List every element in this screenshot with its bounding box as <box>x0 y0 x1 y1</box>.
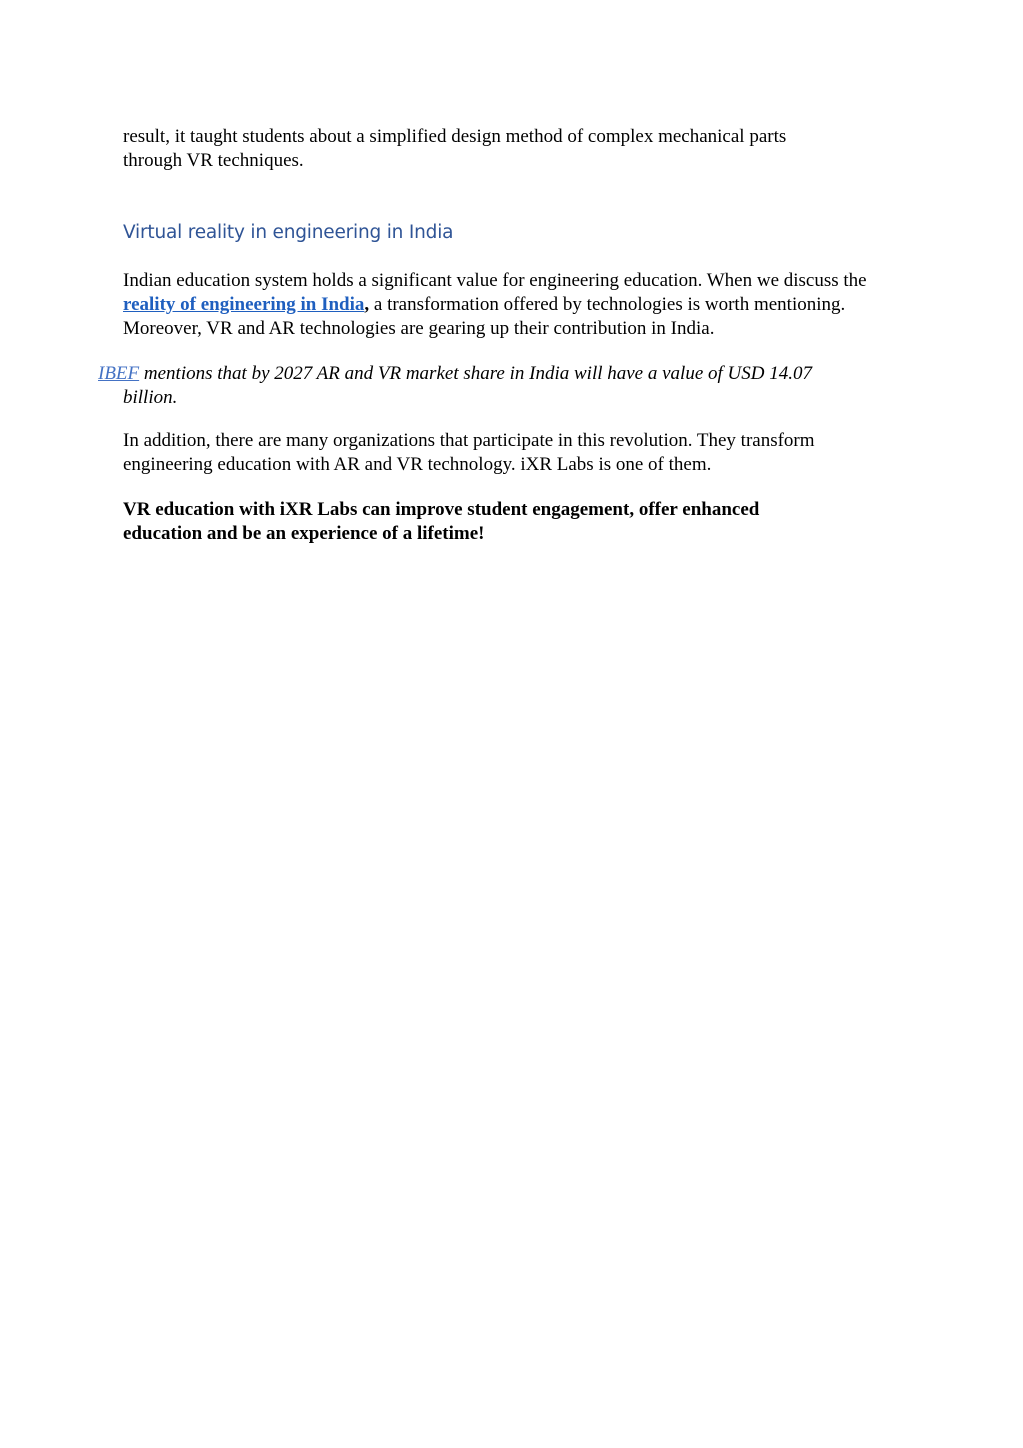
reality-of-engineering-link[interactable]: reality of engineering in India <box>123 294 365 315</box>
paragraph-ibef-market <box>98 362 918 410</box>
paragraph-closing-statement <box>123 498 923 546</box>
paragraph-line: education and be an experience of a lifetime! <box>123 523 485 544</box>
paragraph-text: Indian education system holds a significant value for engineering education. When we discuss the <box>123 270 867 291</box>
paragraph-line: through VR techniques. <box>123 150 304 171</box>
paragraph-line: In addition, there are many organizations that participate in this revolution. They transform <box>123 430 815 451</box>
paragraph-indian-education <box>123 269 923 341</box>
paragraph-organizations <box>123 429 923 477</box>
paragraph-line: engineering education with AR and VR technology. iXR Labs is one of them. <box>123 454 712 475</box>
section-heading: Virtual reality in engineering in India <box>123 222 454 243</box>
ibef-link[interactable]: IBEF <box>98 363 140 384</box>
paragraph-text: a transformation offered by technologies is worth mentioning. Moreover, VR and AR technologies are gearing up their contribution in India. <box>123 294 846 339</box>
paragraph-line: VR education with iXR Labs can improve student engagement, offer enhanced <box>123 499 760 520</box>
paragraph-text: mentions that by 2027 AR and VR market share in India will have a value of USD 14.07 <box>139 363 812 384</box>
paragraph-line: result, it taught students about a simplified design method of complex mechanical parts <box>123 126 787 147</box>
paragraph-vr-techniques <box>123 125 923 173</box>
paragraph-line: billion. <box>123 387 178 408</box>
paragraph-comma: , <box>364 294 370 315</box>
